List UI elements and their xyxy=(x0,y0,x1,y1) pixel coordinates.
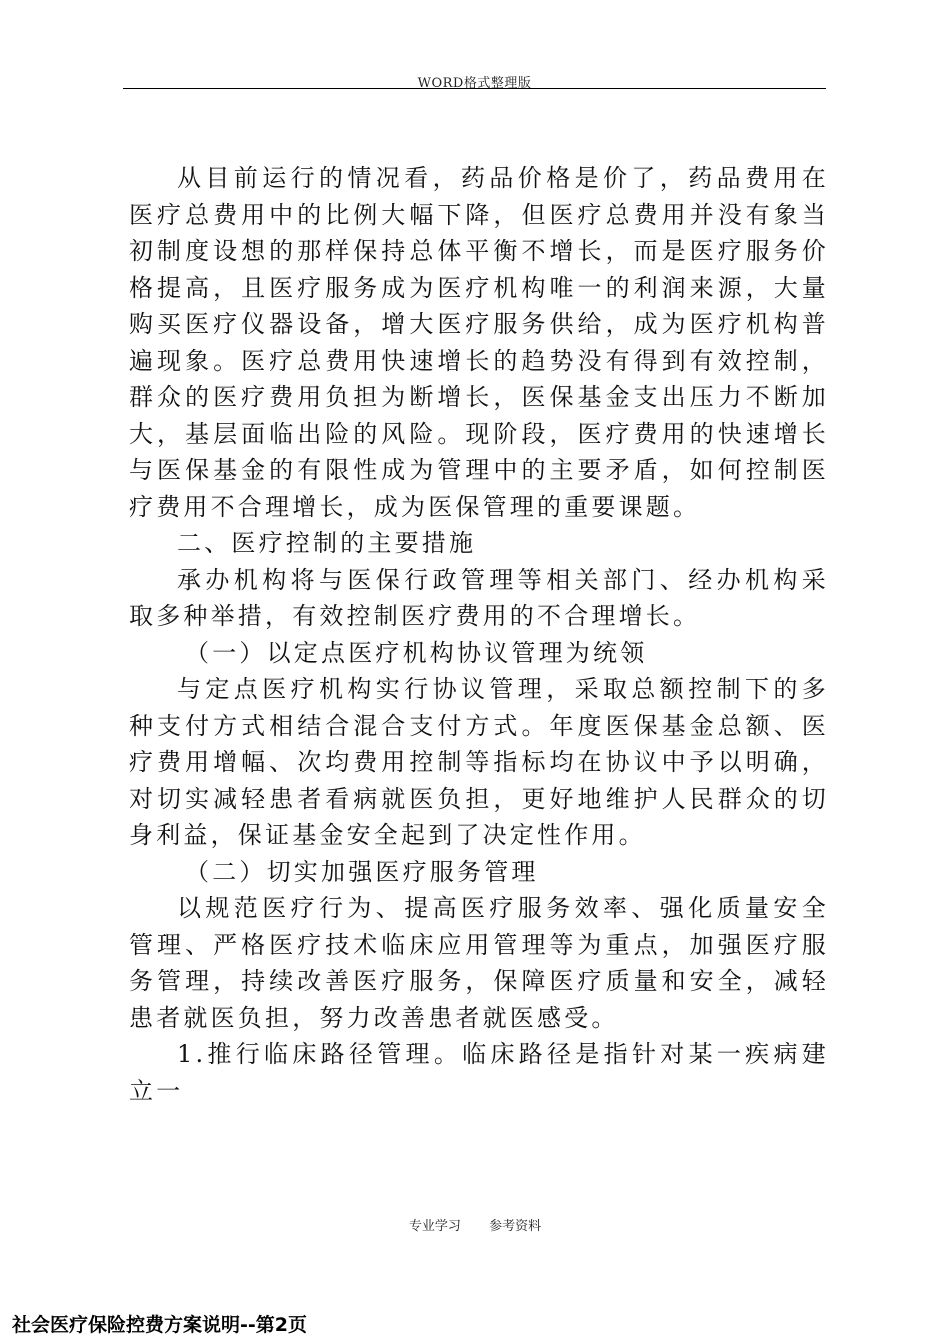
page-header: WORD格式整理版 xyxy=(417,76,532,91)
paragraph: 与定点医疗机构实行协议管理，采取总额控制下的多种支付方式相结合混合支付方式。年度医保基金总额、医疗费用增幅、次均费用控制等指标均在协议中予以明确，对切实减轻患者看病就医负担，更好地维护人民群众的切身利益，保证基金安全起到了决定性作用。 xyxy=(129,675,829,849)
paragraph: 从目前运行的情况看，药品价格是价了，药品费用在医疗总费用中的比例大幅下降，但医疗总费用并没有象当初制度设想的那样保持总体平衡不增长，而是医疗服务价格提高，且医疗服务成为医疗机构唯一的利润来源，大量购买医疗仪器设备，增大医疗服务供给，成为医疗机构普遍现象。医疗总费用快速增长的趋势没有得到有效控制，群众的医疗费用负担为断增长，医保基金支出压力不断加大，基层面临出险的风险。现阶段，医疗费用的快速增长与医保基金的有限性成为管理中的主要矛盾，如何控制医疗费用不合理增长，成为医保管理的重要课题。 xyxy=(129,164,829,521)
subsection-heading: （二）切实加强医疗服务管理 xyxy=(185,857,539,886)
paragraph: 1.推行临床路径管理。临床路径是指针对某一疾病建立一 xyxy=(129,1040,829,1105)
header-rule xyxy=(123,88,826,89)
document-body xyxy=(129,160,829,1109)
footer-left-text: 专业学习 xyxy=(408,1219,461,1234)
footer-right-text: 参考资料 xyxy=(489,1219,542,1234)
subsection-heading: （一）以定点医疗机构协议管理为统领 xyxy=(185,638,648,667)
page-footer xyxy=(0,1215,950,1234)
section-heading: 二、医疗控制的主要措施 xyxy=(177,529,477,557)
page-caption: 社会医疗保险控费方案说明--第2页 xyxy=(12,1314,307,1336)
paragraph: 以规范医疗行为、提高医疗服务效率、强化质量安全管理、严格医疗技术临床应用管理等为重点，加强医疗服务管理，持续改善医疗服务，保障医疗质量和安全，减轻患者就医负担，努力改善患者就医感受。 xyxy=(129,894,829,1032)
paragraph: 承办机构将与医保行政管理等相关部门、经办机构采取多种举措，有效控制医疗费用的不合理增长。 xyxy=(129,565,829,630)
